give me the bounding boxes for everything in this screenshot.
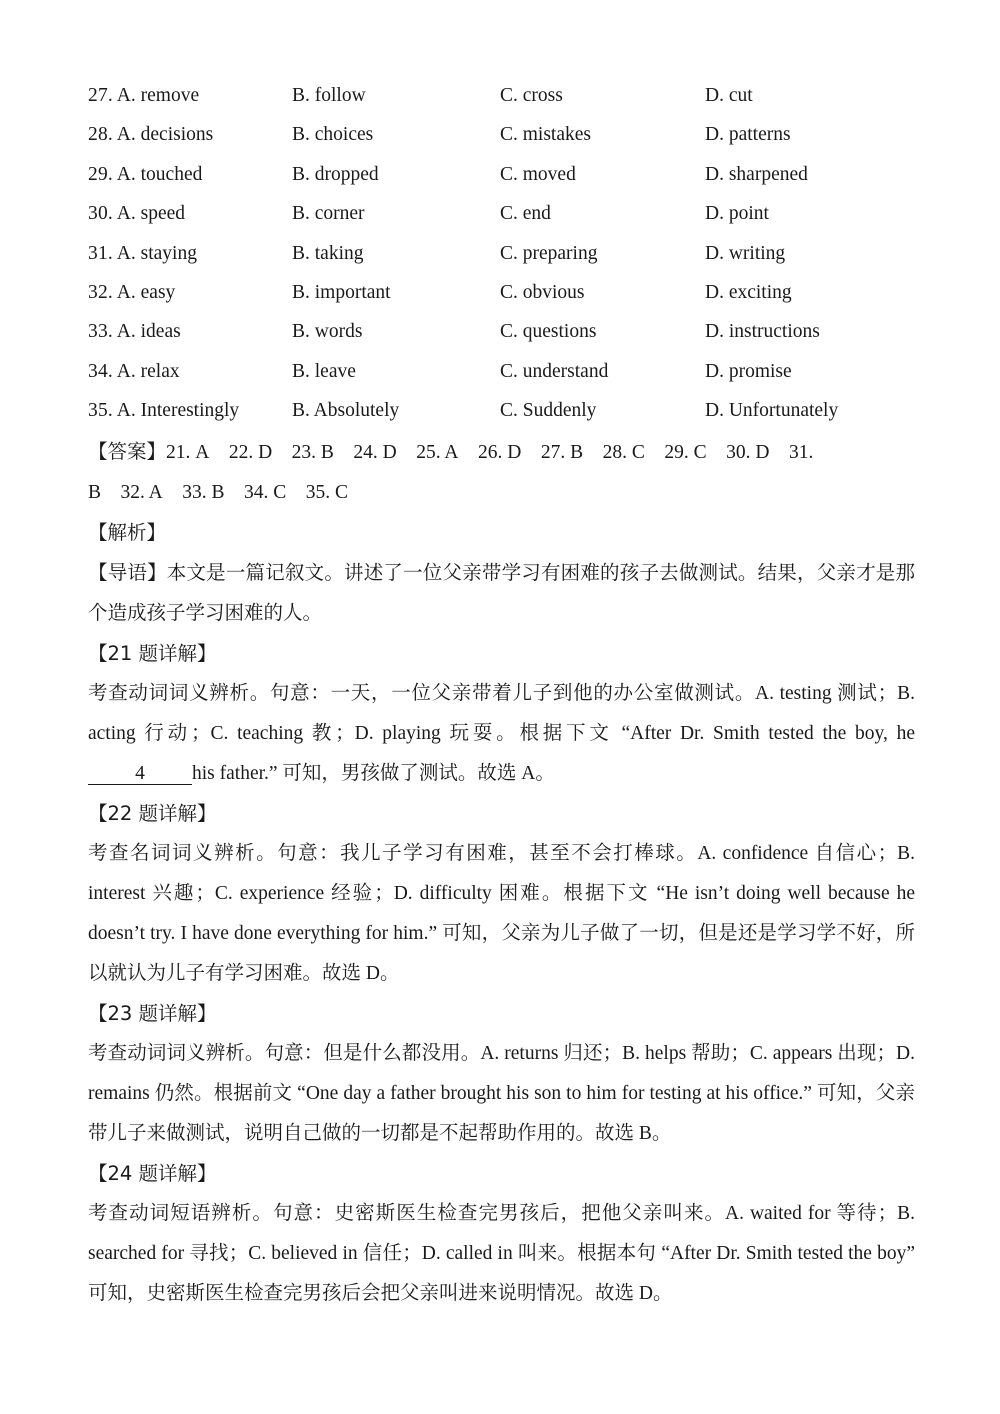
option-c: C. understand <box>500 360 609 382</box>
option-row-32 <box>88 273 915 312</box>
option-d: D. point <box>705 203 769 225</box>
option-b: B. words <box>292 321 363 343</box>
option-row-34 <box>88 352 915 391</box>
guide-paragraph <box>88 553 915 634</box>
option-a: 28. A. decisions <box>88 124 214 146</box>
option-c: C. Suddenly <box>500 400 597 422</box>
option-a: 29. A. touched <box>88 163 203 185</box>
option-b: B. Absolutely <box>292 400 400 422</box>
option-b: B. dropped <box>292 163 379 185</box>
explanation-body-23: 考查动词词义辨析。句意：但是什么都没用。A. returns 归还；B. helps 帮助；C. appears 出现；D. remains 仍然。根据前文 “One day a father brought his son to him for testing at his office.” 可知，父亲带儿子来做测试，说明自己做的一切都是不起帮助作用的。故选 B。 <box>88 1042 915 1144</box>
option-a: 30. A. speed <box>88 203 186 225</box>
option-a: 35. A. Interestingly <box>88 400 240 422</box>
explanation-heading-24: 【24 题详解】 <box>88 1161 217 1185</box>
option-c: C. moved <box>500 163 576 185</box>
option-row-29 <box>88 155 915 194</box>
option-row-33 <box>88 312 915 351</box>
option-c: C. mistakes <box>500 124 591 146</box>
option-d: D. cut <box>705 85 753 106</box>
option-c: C. obvious <box>500 281 585 303</box>
option-d: D. patterns <box>705 124 791 146</box>
option-a: 32. A. easy <box>88 281 176 303</box>
answer-key-block <box>88 433 915 513</box>
option-b: B. taking <box>292 242 364 264</box>
option-b: B. follow <box>292 85 366 106</box>
option-row-30 <box>88 194 915 233</box>
option-a: 33. A. ideas <box>88 321 181 343</box>
option-b: B. corner <box>292 203 365 225</box>
explanation-body-21 <box>88 674 915 794</box>
explanation-body-22: 考查名词词义辨析。句意：我儿子学习有困难，甚至不会打棒球。A. confidence 自信心；B. interest 兴趣；C. experience 经验；D. difficulty 困难。根据下文 “He isn’t doing well because he doesn’t try. I have done everything for him.” 可知，父亲为儿子做了一切，但是还是学习学不好，所以就认为儿子有学习困难。故选 D。 <box>88 842 915 984</box>
option-c: C. cross <box>500 85 563 106</box>
analysis-heading: 【解析】 <box>88 520 167 544</box>
option-d: D. writing <box>705 242 786 264</box>
option-c: C. preparing <box>500 242 598 264</box>
option-a: 27. A. remove <box>88 85 200 106</box>
option-c: C. questions <box>500 321 597 343</box>
explanation-21-part2: his father.” 可知，男孩做了测试。故选 A。 <box>192 762 555 784</box>
option-b: B. important <box>292 281 391 303</box>
guide-text: 本文是一篇记叙文。讲述了一位父亲带学习有困难的孩子去做测试。结果，父亲才是那个造成孩子学习困难的人。 <box>88 562 915 624</box>
option-row-28 <box>88 115 915 154</box>
option-a: 31. A. staying <box>88 242 197 264</box>
option-d: D. Unfortunately <box>705 400 839 422</box>
option-d: D. exciting <box>705 281 792 303</box>
explanation-21-part1: 考查动词词义辨析。句意：一天，一位父亲带着儿子到他的办公室做测试。A. testing 测试；B. acting 行动；C. teaching 教；D. playing 玩耍。根据下文 “After Dr. Smith tested the boy, he <box>88 682 915 744</box>
option-d: D. instructions <box>705 321 820 343</box>
option-row-31 <box>88 234 915 273</box>
option-row-35 <box>88 391 915 430</box>
option-d: D. sharpened <box>705 163 808 185</box>
option-b: B. choices <box>292 124 374 146</box>
guide-label: 【导语】 <box>88 560 167 584</box>
option-a: 34. A. relax <box>88 360 180 382</box>
cloze-blank-4: 4 <box>88 764 192 785</box>
option-c: C. end <box>500 203 551 225</box>
answer-key-line-1: 【答案】21. A 22. D 23. B 24. D 25. A 26. D 27. B 28. C 29. C 30. D 31. <box>88 441 814 463</box>
explanation-heading-22: 【22 题详解】 <box>88 801 217 825</box>
explanation-heading-23: 【23 题详解】 <box>88 1001 217 1025</box>
explanation-heading-21: 【21 题详解】 <box>88 641 217 665</box>
option-b: B. leave <box>292 360 356 382</box>
cloze-options-block <box>88 76 915 431</box>
option-row-27 <box>88 76 915 115</box>
option-d: D. promise <box>705 360 792 382</box>
explanation-body-24: 考查动词短语辨析。句意：史密斯医生检查完男孩后，把他父亲叫来。A. waited for 等待；B. searched for 寻找；C. believed in 信任；D. called in 叫来。根据本句 “After Dr. Smith tested the boy” 可知，史密斯医生检查完男孩后会把父亲叫进来说明情况。故选 D。 <box>88 1202 915 1304</box>
answer-key-line-2: B 32. A 33. B 34. C 35. C <box>88 481 349 503</box>
